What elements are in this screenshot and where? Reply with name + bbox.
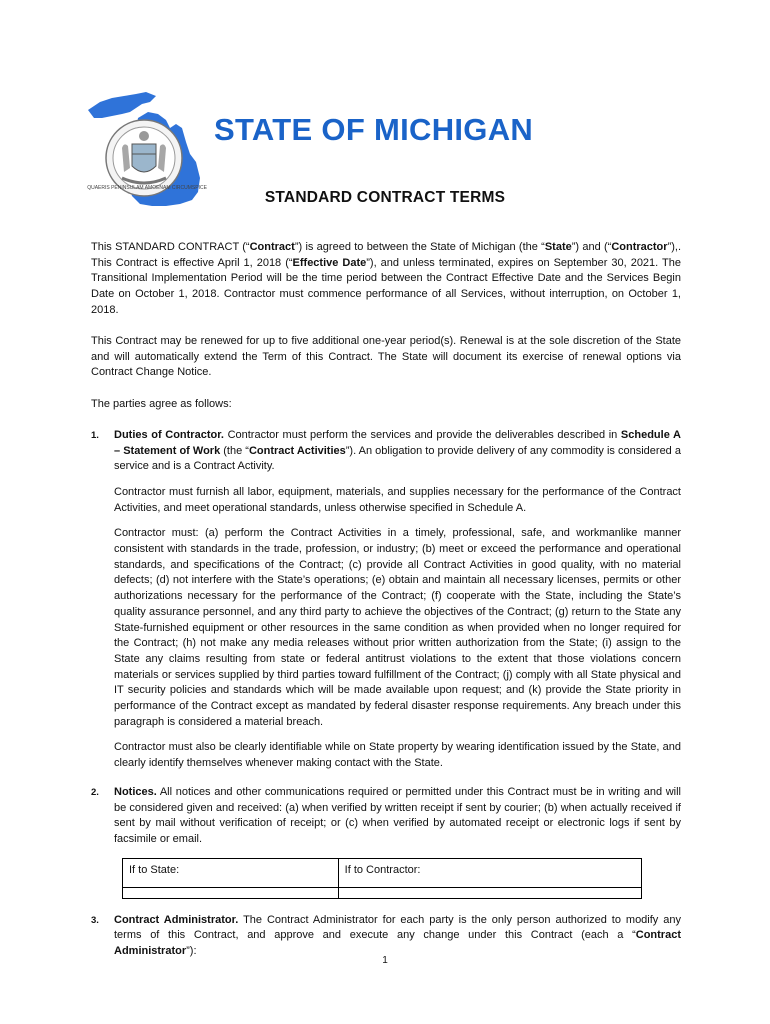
section-1-paragraph-2: Contractor must furnish all labor, equipment, materials, and supplies necessary for the performance of the Contract Activities, and meet operational standards, unless otherwise specified in Schedule A. (114, 485, 681, 514)
table-cell-empty (123, 887, 339, 898)
section-number: 3. (91, 914, 99, 926)
section-notices (91, 785, 681, 899)
contract-body (91, 240, 681, 973)
section-1-paragraph-4: Contractor must also be clearly identifiable while on State property by wearing identification issued by the State, and clearly identify themselves whenever making contact with the State. (114, 741, 681, 770)
section-1-paragraph-1: Duties of Contractor. Contractor must perform the services and provide the deliverables described in Schedule A – Statement of Work (the “Contract Activities”). An obligation to provide delivery of any commodity is considered a service and is a Contract Activity. (114, 428, 681, 473)
page-title: STATE OF MICHIGAN (214, 112, 534, 147)
table-cell-state: If to State: (123, 858, 339, 887)
intro-paragraph-3: The parties agree as follows: (91, 397, 232, 410)
section-contract-administrator (91, 913, 681, 960)
page-number: 1 (382, 955, 388, 966)
table-cell-contractor: If to Contractor: (338, 858, 641, 887)
table-cell-empty (338, 887, 641, 898)
section-duties-of-contractor (91, 428, 681, 772)
notice-address-table (122, 858, 642, 899)
section-number: 2. (91, 786, 99, 798)
page-subtitle: STANDARD CONTRACT TERMS (264, 189, 506, 206)
section-2-paragraph: Notices. All notices and other communications required or permitted under this Contract must be in writing and will be considered given and received: (a) when verified by written receipt if sent by courier; (b) when actually received if sent by mail without verification of receipt; or (c) when verified by automated receipt or electronic logs if sent by facsimile or email. (114, 785, 681, 845)
section-number: 1. (91, 429, 99, 441)
section-1-paragraph-3: Contractor must: (a) perform the Contract Activities in a timely, professional, safe, and workmanlike manner consistent with standards in the trade, profession, or industry; (b) meet or exceed the performance and operational standards, and specifications of the Contract; (c) provide all Contract Activities in good quality, with no material defects; (d) not interfere with the State’s operations; (e) obtain and maintain all necessary licenses, permits or other authorizations necessary for the performance of the Contract; (f) cooperate with the State, including the State’s quality assurance personnel, and any third party to achieve the objectives of the Contract; (g) return to the State any State-furnished equipment or other resources in the same condition as when provided when no longer required for the Contract; (h) not make any media releases without prior written authorization from the State; (i) assign to the State any claims resulting from state or federal antitrust violations to the extent that those violations concern materials or services supplied by third parties toward fulfillment of the Contract; (j) comply with all State physical and IT security policies and standards which will be made available upon request; and (k) provide the State priority in performance of the Contract except as mandated by federal disaster response requirements. Any breach under this paragraph is considered a material breach. (114, 527, 681, 728)
intro-paragraph-1: This STANDARD CONTRACT (“Contract”) is agreed to between the State of Michigan (the “State”) and (“Contractor”),. This Contract is effective April 1, 2018 (“Effective Date”), and unless terminated, expires on September 30, 2021. The Transitional Implementation Period will be the time period between the Contract Effective Date and the Services Begin Date on October 1, 2018. Contractor must commence performance of all Services, without interruption, on October 1, 2018. (91, 241, 682, 316)
intro-paragraph-2: This Contract may be renewed for up to five additional one-year period(s). Renewal is at the sole discretion of the State and will automatically extend the Term of this Contract. The State will document its exercise of renewal options via Contract Change Notice. (91, 335, 681, 379)
seal-text: SI QUAERIS PENINSULAM AMOENAM CIRCUMSPICE (86, 185, 207, 191)
section-3-paragraph: Contract Administrator. The Contract Administrator for each party is the only person authorized to modify any terms of this Contract, and approve and execute any change under this Contract (each a “Contract Administrator”): (114, 913, 681, 958)
